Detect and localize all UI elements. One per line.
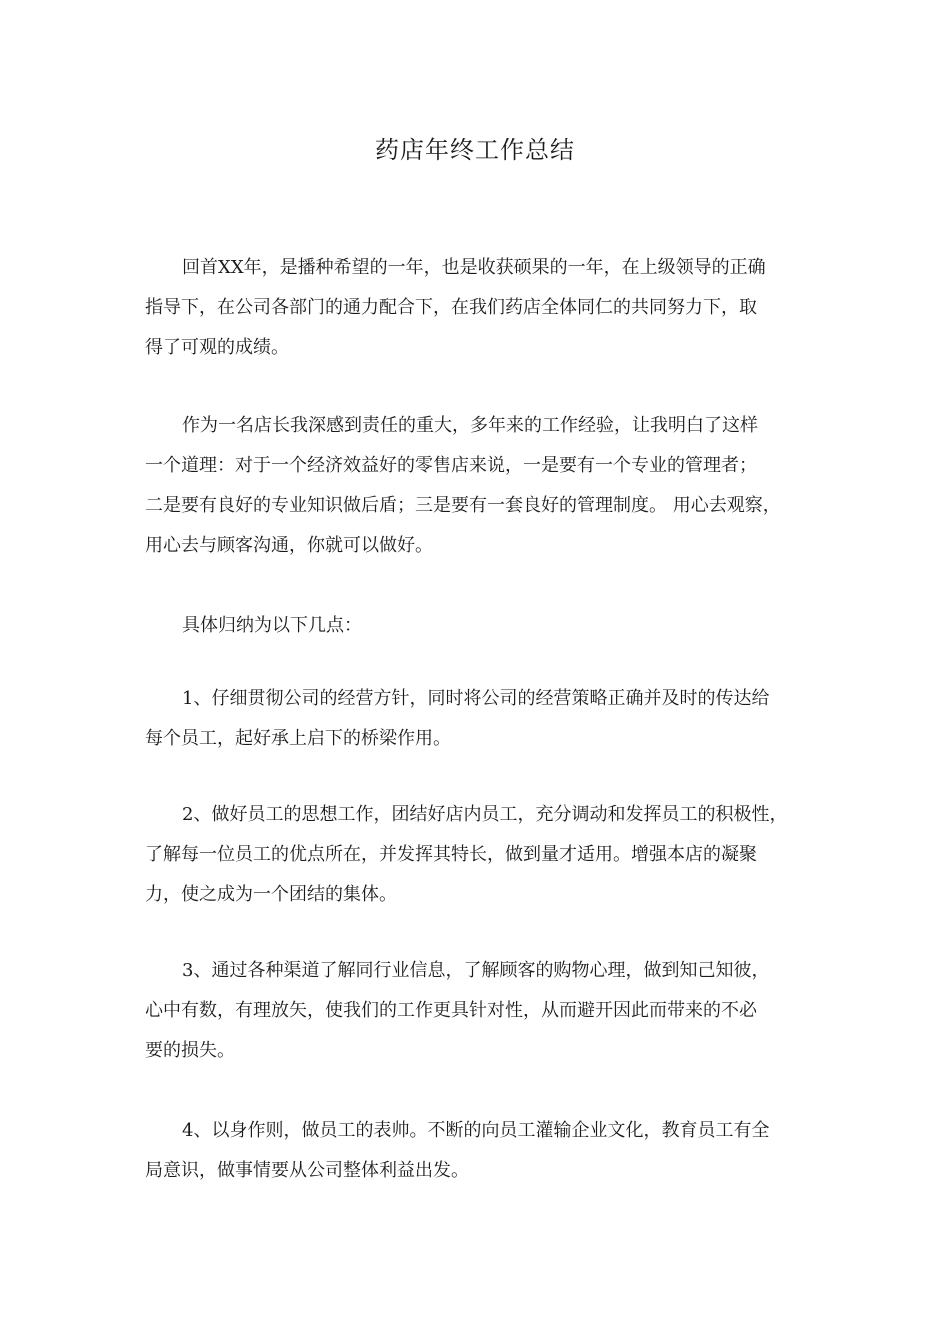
paragraph-line: 3、通过各种渠道了解同行业信息，了解顾客的购物心理，做到知己知彼，: [182, 960, 770, 981]
paragraph-line: 了解每一位员工的优点所在，并发挥其特长，做到量才适用。增强本店的凝聚: [145, 844, 757, 865]
paragraph-line: 用心去与顾客沟通，你就可以做好。: [145, 535, 433, 556]
paragraph-line: 要的损失。: [145, 1040, 235, 1061]
paragraph-line: 每个员工，起好承上启下的桥梁作用。: [145, 728, 451, 749]
paragraph-line: 力，使之成为一个团结的集体。: [145, 884, 397, 905]
paragraph-intro: [145, 248, 817, 368]
paragraph-point-4: [145, 1111, 817, 1191]
paragraph-line: 二是要有良好的专业知识做后盾；三是要有一套良好的管理制度。 用心去观察，: [145, 495, 781, 516]
paragraph-line: 局意识，做事情要从公司整体利益出发。: [145, 1160, 469, 1181]
paragraph-line: 一个道理：对于一个经济效益好的零售店来说，一是要有一个专业的管理者；: [145, 455, 757, 476]
paragraph-point-3: [145, 951, 817, 1071]
paragraph-line: 得了可观的成绩。: [145, 337, 289, 358]
paragraph-line: 具体归纳为以下几点：: [182, 615, 362, 636]
document-title: 药店年终工作总结: [375, 136, 575, 164]
paragraph-point-1: [145, 679, 817, 759]
paragraph-line: 2、做好员工的思想工作，团结好店内员工，充分调动和发挥员工的积极性，: [182, 804, 788, 825]
paragraph-point-2: [145, 795, 817, 915]
paragraph-manager-experience: [145, 406, 817, 566]
paragraph-line: 回首XX年，是播种希望的一年，也是收获硕果的一年，在上级领导的正确: [182, 257, 766, 278]
paragraph-line: 指导下，在公司各部门的通力配合下，在我们药店全体同仁的共同努力下，取: [145, 297, 757, 318]
paragraph-line: 作为一名店长我深感到责任的重大，多年来的工作经验，让我明白了这样: [182, 415, 758, 436]
paragraph-line: 心中有数，有理放矢，使我们的工作更具针对性，从而避开因此而带来的不必: [145, 1000, 757, 1021]
paragraph-line: 1、仔细贯彻公司的经营方针，同时将公司的经营策略正确并及时的传达给: [182, 688, 770, 709]
paragraph-summary-intro: [145, 606, 817, 646]
paragraph-line: 4、以身作则，做员工的表帅。不断的向员工灌输企业文化，教育员工有全: [182, 1120, 770, 1141]
